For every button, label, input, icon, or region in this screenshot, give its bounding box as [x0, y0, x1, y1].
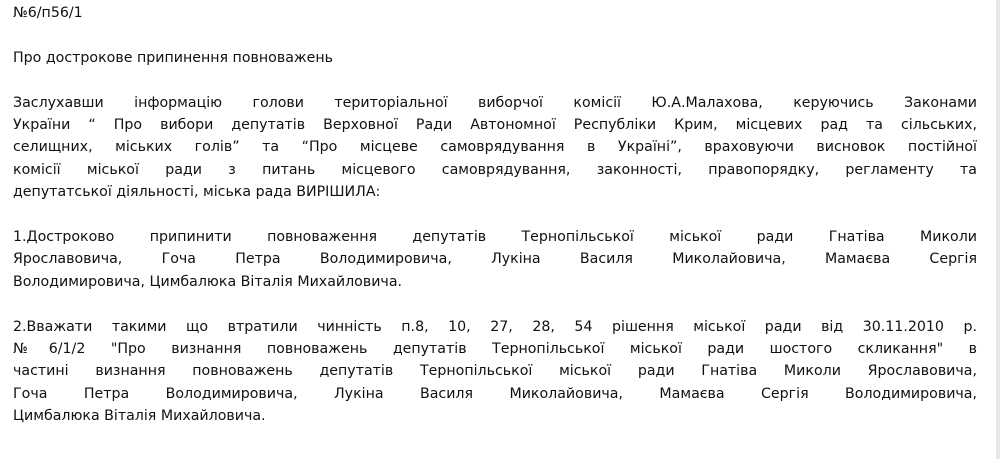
item-1-line: Володимировича, Цимбалюка Віталія Михайловича.	[13, 273, 403, 290]
item-1-line: Ярославовича, Гоча Петра Володимировича, Лукіна Василя Миколайовича, Мамаєва Сергія	[13, 251, 977, 268]
spacer	[13, 24, 977, 46]
item-2-line: 2.Вважати такими що втратили чинність п.8, 10, 27, 28, 54 рішення міської ради від 30.11.2010 р.	[13, 318, 977, 335]
spacer	[13, 204, 977, 226]
item-2-line: Цимбалюка Віталія Михайловича.	[13, 408, 266, 425]
document-body	[13, 2, 977, 428]
item-2-line: Гоча Петра Володимировича, Лукіна Василя Миколайовича, Мамаєва Сергія Володимировича,	[13, 385, 977, 402]
preamble-line: депутатської діяльності, міська рада ВИРІШИЛА:	[13, 184, 381, 201]
preamble-paragraph	[13, 92, 977, 204]
spacer	[13, 293, 977, 315]
document-title: Про дострокове припинення повноважень	[13, 49, 334, 66]
decision-item-1	[13, 226, 977, 293]
item-2-line: частині визнання повноважень депутатів Тернопільської міської ради Гнатіва Миколи Ярославовича,	[13, 363, 977, 380]
decision-item-2	[13, 316, 977, 428]
scrollbar[interactable]	[996, 0, 1000, 459]
preamble-line: комісії міської ради з питань місцевого самоврядування, законності, правопорядку, регламенту та	[13, 161, 977, 178]
document-number: №6/п56/1	[13, 5, 83, 21]
preamble-line: Заслухавши інформацію голови територіальної виборчої комісії Ю.А.Малахова, керуючись Законами	[13, 94, 977, 111]
spacer	[13, 69, 977, 91]
preamble-line: селищних, міських голів” та “Про місцеве самоврядування в Україні”, враховуючи висновок постійної	[13, 139, 977, 156]
item-1-line: 1.Достроково припинити повноваження депутатів Тернопільської міської ради Гнатіва Миколи	[13, 229, 977, 246]
item-2-line: №6/1/2 "Про визнання повноважень депутатів Тернопільської міської ради шостого скликання" в	[13, 341, 977, 358]
preamble-line: України “ Про вибори депутатів Верховної Ради Автономної Республіки Крим, місцевих рад та сільських,	[13, 117, 977, 133]
